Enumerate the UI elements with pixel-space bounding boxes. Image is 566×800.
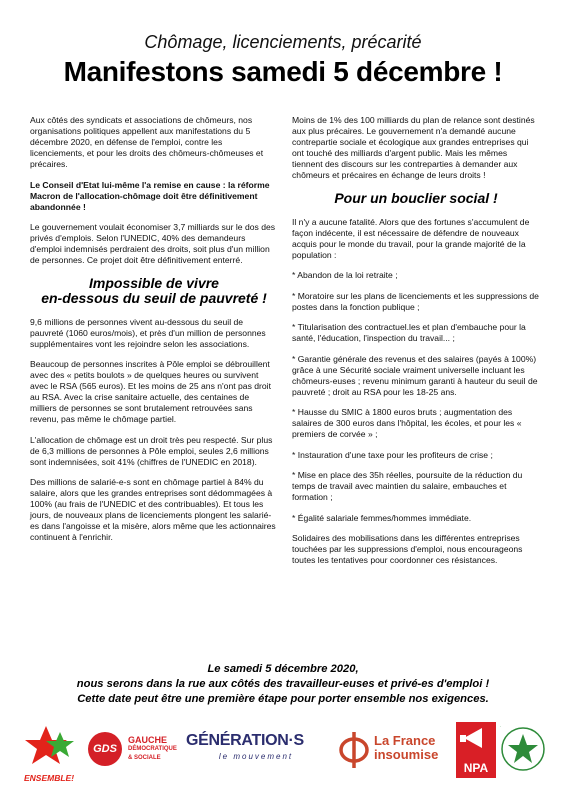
section-heading-bouclier: Pour un bouclier social ! (334, 189, 498, 206)
paragraph: Solidaires des mobilisations dans les différentes entreprises touchées par les suppressions d'emploi, nous encourageons toutes les tentatives pour coordonner ces résistances. (292, 533, 523, 565)
gds-name-line: & SOCIALE (128, 755, 161, 761)
section-heading-poverty (30, 276, 278, 306)
ensemble-label: ENSEMBLE! (23, 773, 75, 783)
closing-line: Le samedi 5 décembre 2020, (207, 663, 359, 675)
list-item: * Garantie générale des revenus et des salaires (payés à 100%) grâce à une Sécurité sociale vraiment universelle incluant les chômeurs-euses ; revenu minimum garanti à hauteur du seuil de pauvreté ; droit au RSA pour les 18-25 ans. (292, 353, 538, 397)
logo-strip (20, 722, 546, 782)
generations-subtitle: le mouvement (218, 752, 294, 761)
generations-logo (186, 732, 326, 772)
gds-badge: GDS (88, 732, 122, 766)
paragraph: Des millions de salarié-e-s sont en chômage partiel à 84% du salaire, alors que les grandes entreprises sont dédommagées à 100% (au frais de l'UNEDIC et des contribuables). Et tous les jours, de nouveaux plans de licenciements plongent les salarié-es dans l'angoisse et la misère, alors même que les actionnaires continuent à l'enrichir. (30, 477, 276, 542)
closing-line: nous serons dans la rue aux côtés des travailleur-euses et privé-es d'emploi ! (76, 678, 490, 690)
paragraph: 9,6 millions de personnes vivent au-dessous du seuil de pauvreté (1060 euros/mois), et près d'un million de personnes supplémentaires vont les rejoindre selon les associations. (30, 316, 266, 349)
section-heading-line: Impossible de vivre (89, 274, 219, 291)
page-title: Manifestons samedi 5 décembre ! (63, 56, 503, 87)
npa-logo (456, 722, 496, 778)
gds-logo (88, 730, 198, 770)
section-heading-line: en-dessous du seuil de pauvreté ! (41, 289, 267, 306)
list-item: * Instauration d'une taxe pour les profiteurs de crise ; (292, 449, 493, 460)
phi-icon (338, 730, 370, 770)
green-star-icon (500, 726, 546, 772)
generations-label: GÉNÉRATION·S (186, 732, 304, 749)
page-kicker: Chômage, licenciements, précarité (144, 32, 422, 52)
paragraph-bold: Le Conseil d'Etat lui-même l'a remise en cause : la réforme Macron de l'allocation-chômage doit être définitivement abandonnée ! (30, 179, 270, 212)
list-item: * Égalité salariale femmes/hommes immédiate. (292, 512, 472, 523)
left-column (30, 115, 278, 553)
lfi-name-line: insoumise (374, 747, 439, 762)
closing-statement (0, 662, 566, 707)
paragraph: Le gouvernement voulait économiser 3,7 milliards sur le dos des privés d'emplois. Selon l'UNEDIC, 40% des demandeurs d'emploi indemnisés perdraient des droits, soit plus d'un million de personnes. Ce projet doit être définitivement enterré. (30, 222, 276, 265)
gds-name-line: GAUCHE (128, 735, 168, 745)
gds-name (128, 736, 177, 763)
lfi-name-line: La France (374, 733, 436, 748)
star-icon (20, 724, 78, 768)
paragraph: Il n'y a aucune fatalité. Alors que des fortunes s'accumulent de façon indécente, il est nécessaire de défendre de nouveaux acquis pour le monde du travail, pour la grande majorité de la population : (292, 216, 530, 260)
paragraph: L'allocation de chômage est un droit très peu respecté. Sur plus de 6,3 millions de personnes à Pôle emploi, seules 2,6 millions sont indemnisées, soit 41% (chiffres de l'UNEDIC en 2018). (30, 434, 273, 467)
list-item: * Titularisation des contractuel.les et plan d'embauche pour la santé, l'éducation, l'inspection du travail... ; (292, 322, 526, 343)
closing-line: Cette date peut être une première étape pour porter ensemble nos exigences. (77, 693, 489, 705)
lfi-name (374, 734, 438, 762)
paragraph: Moins de 1% des 100 milliards du plan de relance sont destinés aux plus précaires. Le gouvernement n'a demandé aucune contrepartie sociale et écologique aux grandes entreprises qui ont touché des milliards d'argent public. Mais les mêmes tiennent des discours sur les contreparties à demander aux chômeurs et précaires en échange de leurs droits ! (292, 115, 535, 180)
lfi-logo (338, 730, 450, 770)
list-item: * Abandon de la loi retraite ; (292, 270, 398, 280)
gds-name-line: DÉMOCRATIQUE (128, 746, 177, 752)
right-column (292, 115, 540, 576)
pepsu-label (500, 726, 501, 727)
list-item: * Moratoire sur les plans de licenciements et les suppressions de postes dans la fonction publique ; (292, 290, 539, 312)
paragraph: Beaucoup de personnes inscrites à Pôle emploi se débrouillent avec des « petits boulots » de quelques heures ou survivent avec le RSA (565 euros). Et les moins de 25 ans n'ont pas droit au RSA. Avec la crise sanitaire actuelle, des centaines de milliers de personnes se sont brutalement retrouvées sans revenu, pas même le chômage partiel. (30, 359, 271, 424)
list-item: * Hausse du SMIC à 1800 euros bruts ; augmentation des salaires de 300 euros dans l'hôpital, les écoles, et pour les « premiers de corvée » ; (292, 407, 522, 439)
pepsu-logo (500, 726, 546, 772)
paragraph: Aux côtés des syndicats et associations de chômeurs, nos organisations politiques appellent aux manifestations du 5 décembre 2020, en défense de l'emploi, contre les licenciements, et pour les droits des chômeurs-chômeuses et précaires. (30, 115, 264, 169)
megaphone-icon (456, 722, 496, 756)
ensemble-logo (20, 724, 78, 783)
list-item: * Mise en place des 35h réelles, poursuite de la réduction du temps de travail avec maintien du salaire, embauches et formation ; (292, 470, 523, 502)
npa-label: NPA (463, 761, 489, 775)
